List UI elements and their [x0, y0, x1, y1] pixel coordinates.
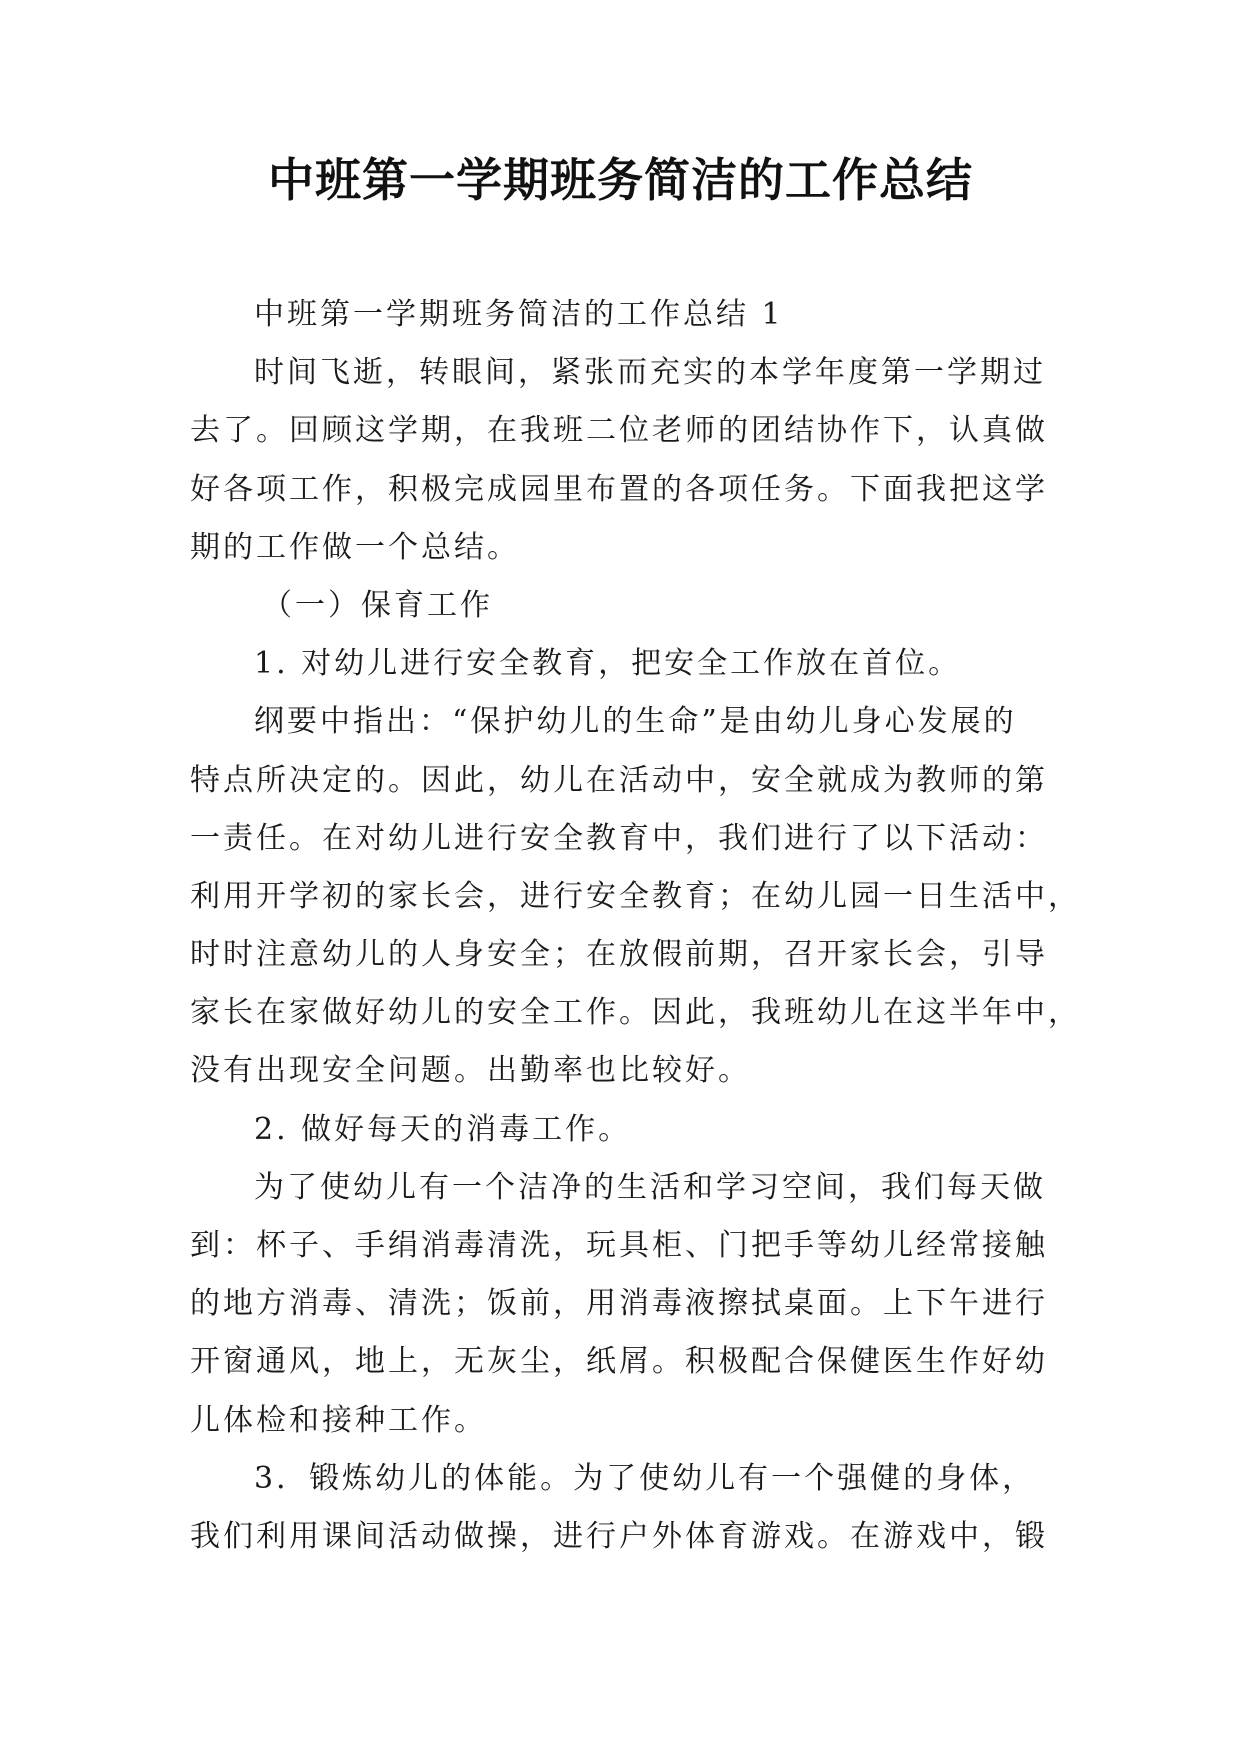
paragraph-line: 去了。回顾这学期，在我班二位老师的团结协作下，认真做 — [190, 413, 1048, 449]
paragraph-line: 期的工作做一个总结。 — [190, 529, 520, 565]
document-body — [190, 286, 1081, 1566]
section-heading: 中班第一学期班务简洁的工作总结 1 — [254, 297, 784, 332]
paragraph-line: 开窗通风，地上，无灰尘，纸屑。积极配合保健医生作好幼 — [190, 1344, 1048, 1380]
paragraph-line: 家长在家做好幼儿的安全工作。因此，我班幼儿在这半年中， — [190, 995, 1081, 1031]
paragraph-line: 时时注意幼儿的人身安全；在放假前期，召开家长会，引导 — [190, 937, 1048, 973]
paragraph-line: 没有出现安全问题。出勤率也比较好。 — [190, 1053, 751, 1089]
paragraph-line: 儿体检和接种工作。 — [190, 1402, 487, 1438]
paragraph-line: 我们利用课间活动做操，进行户外体育游戏。在游戏中，锻 — [190, 1518, 1048, 1554]
paragraph-line: 特点所决定的。因此，幼儿在活动中，安全就成为教师的第 — [190, 762, 1048, 798]
list-item-heading: 1. 对幼儿进行安全教育，把安全工作放在首位。 — [254, 646, 962, 682]
paragraph-line: 的地方消毒、清洗；饭前，用消毒液擦拭桌面。上下午进行 — [190, 1286, 1048, 1322]
paragraph-line: 为了使幼儿有一个洁净的生活和学习空间，我们每天做 — [254, 1169, 1046, 1205]
list-item-heading: 3．锻炼幼儿的体能。为了使幼儿有一个强健的身体， — [254, 1460, 1036, 1496]
list-item-heading: 2. 做好每天的消毒工作。 — [254, 1111, 632, 1147]
document-title: 中班第一学期班务简洁的工作总结 — [268, 153, 973, 207]
paragraph-line: 到：杯子、手绢消毒清洗，玩具柜、门把手等幼儿经常接触 — [190, 1228, 1048, 1263]
paragraph-line: 利用开学初的家长会，进行安全教育；在幼儿园一日生活中， — [190, 878, 1081, 914]
paragraph-line: 纲要中指出：“保护幼儿的生命”是由幼儿身心发展的 — [254, 704, 1017, 740]
paragraph-line: 好各项工作，积极完成园里布置的各项任务。下面我把这学 — [190, 471, 1048, 507]
paragraph-line: 时间飞逝，转眼间，紧张而充实的本学年度第一学期过 — [254, 355, 1046, 391]
paragraph-line: 一责任。在对幼儿进行安全教育中，我们进行了以下活动： — [190, 820, 1048, 856]
subsection-heading: （一）保育工作 — [262, 587, 493, 623]
